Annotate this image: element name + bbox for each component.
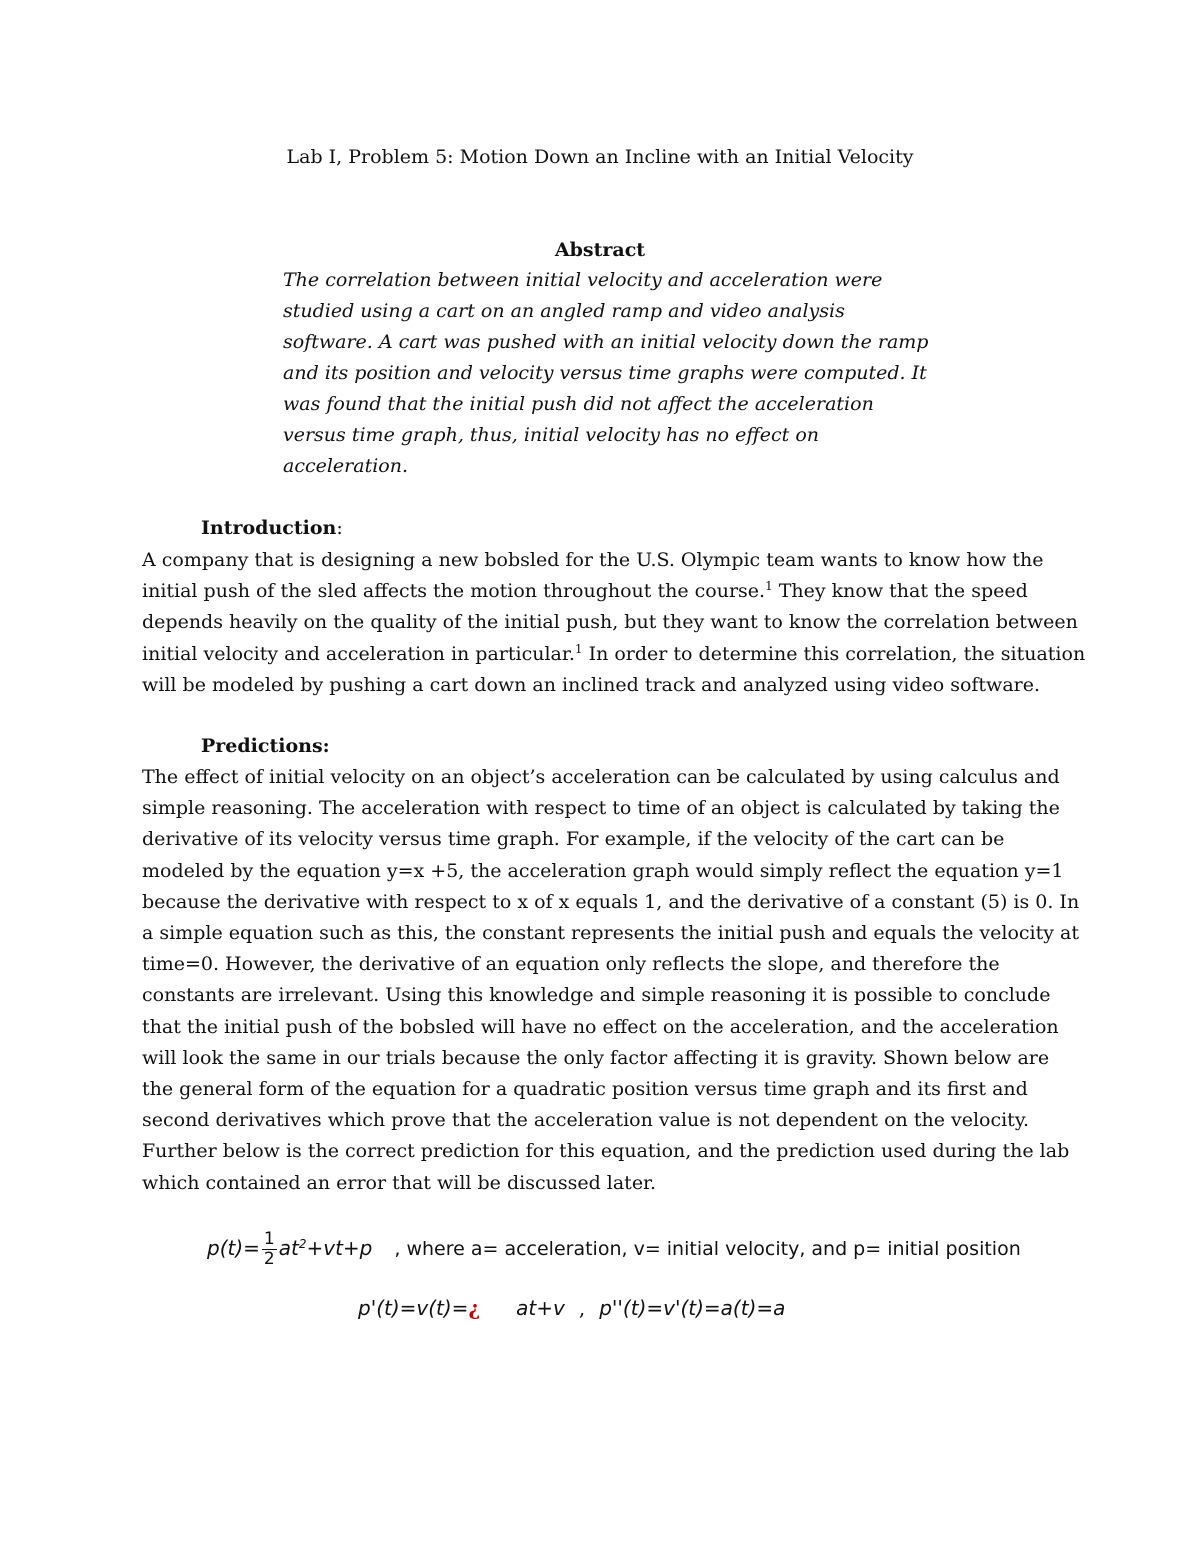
footnote-marker: 1 bbox=[765, 579, 773, 594]
introduction-body bbox=[142, 545, 1086, 701]
equation-separator: , bbox=[578, 1296, 586, 1320]
abstract-line: studied using a cart on an angled ramp and video analysis bbox=[283, 300, 845, 322]
introduction-line-text: depends heavily on the quality of the initial push, but they want to know the correlation between bbox=[142, 611, 1078, 634]
predictions-line: constants are irrelevant. Using this knowledge and simple reasoning it is possible to conclude bbox=[142, 984, 1051, 1007]
predictions-line: a simple equation such as this, the constant represents the initial push and equals the velocity at bbox=[142, 922, 1079, 945]
introduction-line bbox=[142, 639, 1086, 670]
footnote-marker: 1 bbox=[574, 641, 583, 656]
predictions-line: the general form of the equation for a quadratic position versus time graph and its first and bbox=[142, 1078, 1028, 1101]
predictions-line: derivative of its velocity versus time graph. For example, if the velocity of the cart can be bbox=[142, 828, 1005, 851]
predictions-line: which contained an error that will be discussed later. bbox=[142, 1171, 657, 1194]
predictions-line: that the initial push of the bobsled will have no effect on the acceleration, and the acceleration bbox=[142, 1015, 1059, 1038]
predictions-line: modeled by the equation y=x +5, the acceleration graph would simply reflect the equation y=1 bbox=[142, 859, 1064, 882]
fraction-numerator: 1 bbox=[263, 1229, 275, 1249]
velocity-equation-right: at+v bbox=[516, 1296, 565, 1320]
introduction-line-text: will be modeled by pushing a cart down an inclined track and analyzed using video software. bbox=[142, 673, 1041, 696]
equation-lhs: p(t)= bbox=[207, 1236, 260, 1260]
predictions-line: Further below is the correct prediction for this equation, and the prediction used during the lab bbox=[142, 1140, 1070, 1163]
fraction-denominator: 2 bbox=[263, 1249, 275, 1269]
equation-exponent: 2 bbox=[298, 1237, 307, 1251]
introduction-line-text: They know that the speed bbox=[772, 580, 1028, 603]
equation-fraction bbox=[262, 1230, 277, 1269]
equation-term: +vt+p bbox=[306, 1236, 373, 1260]
predictions-line: will look the same in our trials because the only factor affecting it is gravity. Shown below are bbox=[142, 1046, 1050, 1069]
predictions-line: second derivatives which prove that the acceleration value is not dependent on the velocity. bbox=[142, 1109, 1030, 1132]
predictions-body bbox=[142, 762, 1080, 1199]
predictions-line: time=0. However, the derivative of an equation only reflects the slope, and therefore the bbox=[142, 953, 1000, 976]
introduction-line-text: initial push of the sled affects the motion throughout the course. bbox=[142, 580, 766, 603]
equation-legend: , where a= acceleration, v= initial velocity, and p= initial position bbox=[394, 1238, 1021, 1260]
abstract-line: and its position and velocity versus time graphs were computed. It bbox=[283, 362, 927, 384]
abstract-line: versus time graph, thus, initial velocity has no effect on bbox=[283, 424, 820, 446]
document-title: Lab I, Problem 5: Motion Down an Incline with an Initial Velocity bbox=[286, 146, 914, 168]
equation-term: at bbox=[278, 1236, 299, 1260]
predictions-line: simple reasoning. The acceleration with respect to time of an object is calculated by taking the bbox=[142, 797, 1060, 820]
introduction-line-text: In order to determine this correlation, the situation bbox=[582, 642, 1086, 665]
abstract-line: was found that the initial push did not affect the acceleration bbox=[283, 393, 874, 415]
abstract-line: The correlation between initial velocity and acceleration were bbox=[283, 269, 883, 291]
abstract-heading: Abstract bbox=[554, 239, 646, 261]
predictions-line: because the derivative with respect to x of x equals 1, and the derivative of a constant (5) is 0. In bbox=[142, 890, 1080, 913]
derivative-equations bbox=[358, 1293, 785, 1323]
broken-glyph: ¿ bbox=[468, 1296, 481, 1320]
abstract-line: software. A cart was pushed with an initial velocity down the ramp bbox=[283, 331, 929, 353]
introduction-line bbox=[142, 607, 1078, 638]
abstract-line: acceleration. bbox=[283, 455, 409, 477]
introduction-heading bbox=[201, 514, 343, 542]
introduction-line bbox=[142, 545, 1062, 576]
introduction-line bbox=[142, 576, 1062, 607]
abstract-body bbox=[283, 265, 929, 482]
introduction-line-text: A company that is designing a new bobsled for the U.S. Olympic team wants to know how the bbox=[142, 549, 1044, 571]
predictions-heading: Predictions: bbox=[201, 735, 330, 757]
predictions-line: The effect of initial velocity on an object’s acceleration can be calculated by using calculus and bbox=[142, 766, 1060, 788]
introduction-line bbox=[142, 670, 1062, 701]
acceleration-equation: p''(t)=v'(t)=a(t)=a bbox=[599, 1296, 786, 1320]
introduction-heading-colon: : bbox=[336, 517, 343, 539]
introduction-heading-text: Introduction bbox=[201, 517, 337, 539]
introduction-line-text: initial velocity and acceleration in particular. bbox=[142, 642, 575, 665]
position-equation bbox=[207, 1230, 1021, 1280]
velocity-equation-left: p'(t)=v(t)= bbox=[358, 1296, 469, 1320]
